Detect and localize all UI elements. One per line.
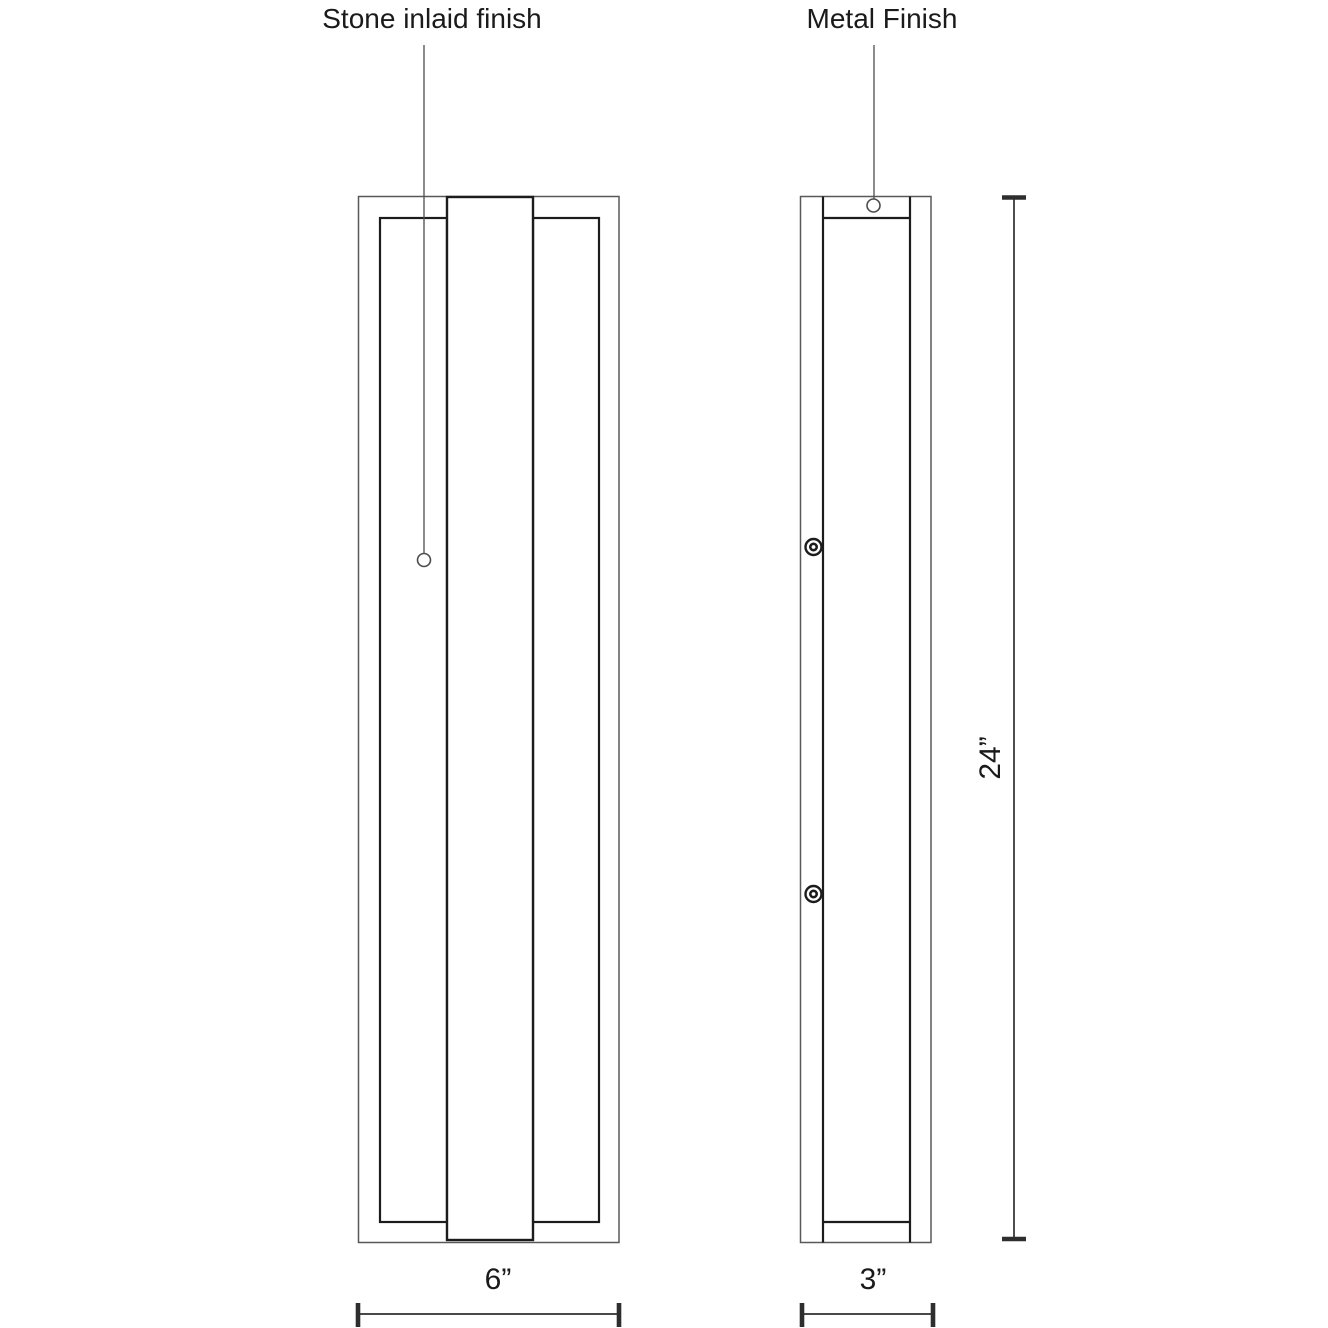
side-view [801,197,932,1243]
side-width-dimension-line [802,1303,933,1327]
stone-leader-endpoint-circle [418,554,431,567]
metal-finish-label: Metal Finish [806,3,958,34]
front-view-right-stone-panel [533,218,599,1222]
side-width-dimension-value: 3” [859,1263,887,1296]
metal-leader-endpoint-circle [867,199,880,212]
front-view-left-stone-panel [380,218,447,1222]
stone-finish-label: Stone inlaid finish [322,3,542,34]
screw-top [806,539,822,555]
front-view-center-metal-band [447,197,533,1240]
front-width-dimension-value: 6” [484,1263,512,1296]
front-width-dimension-line [358,1303,619,1327]
front-view [359,197,620,1243]
side-view-outer-frame [801,197,932,1243]
screw-bottom [806,886,822,902]
height-dimension-line [1002,198,1026,1240]
height-dimension-value: 24” [974,736,1007,780]
metal-finish-leader [867,45,880,212]
stone-finish-leader [418,45,431,567]
